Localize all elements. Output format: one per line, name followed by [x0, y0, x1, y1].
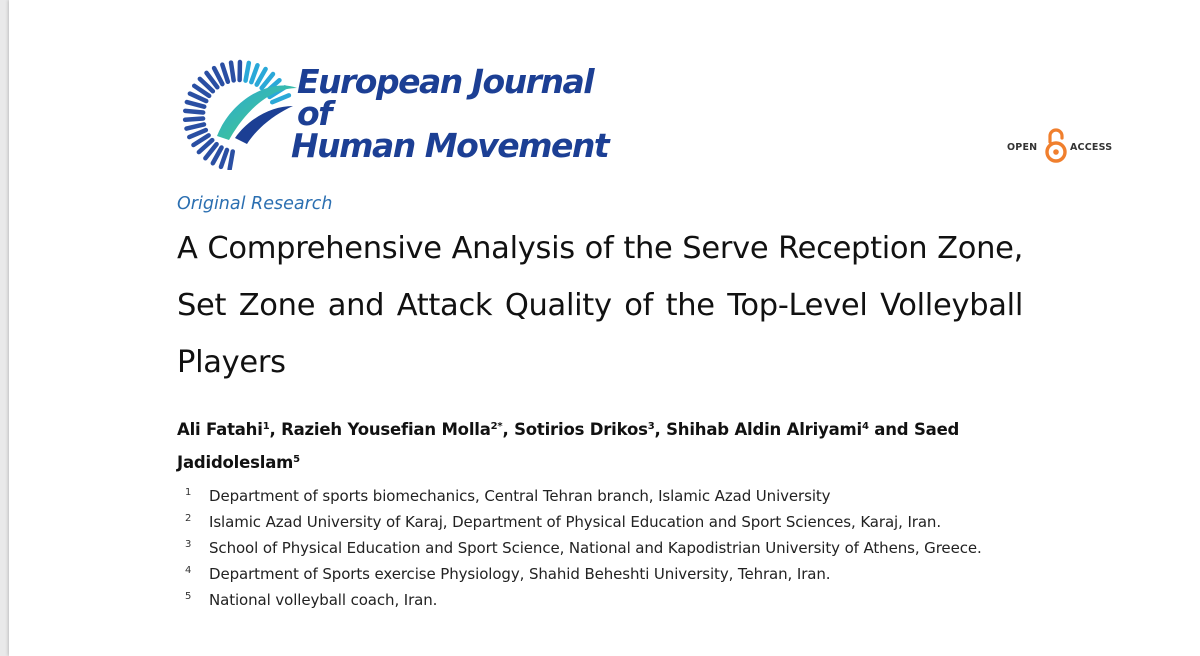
open-access-badge — [1007, 128, 1117, 168]
logo-ray — [231, 63, 234, 81]
logo-ray — [222, 65, 228, 82]
author-separator: , — [269, 420, 282, 439]
journal-title-line1: European Journal of — [297, 62, 594, 133]
affiliation-number: 4 — [185, 565, 192, 576]
author-affiliation-marker: 4 — [862, 421, 869, 432]
affiliation-number: 2 — [185, 513, 192, 524]
author-affiliation-marker: 2* — [490, 421, 503, 432]
journal-emblem-icon — [177, 58, 307, 170]
logo-ray — [186, 124, 204, 128]
logo-ray — [230, 151, 233, 169]
open-access-right-word: ACCESS — [1070, 142, 1113, 153]
affiliation-item — [185, 509, 1025, 535]
logo-ray — [246, 63, 249, 81]
affiliation-text: National volleyball coach, Iran. — [209, 591, 438, 609]
author-separator: , — [654, 420, 667, 439]
logo-ray — [187, 102, 204, 107]
author-name: Razieh Yousefian Molla — [281, 420, 491, 439]
author-name: Sotirios Drikos — [514, 420, 648, 439]
author-separator: and — [868, 420, 914, 439]
affiliation-number: 1 — [185, 487, 192, 498]
affiliation-number: 3 — [185, 539, 192, 550]
author-affiliation-marker: 1 — [262, 421, 270, 432]
author-name: Saed Jadidoleslam — [177, 420, 960, 472]
journal-title — [291, 62, 637, 165]
author-list — [177, 412, 1007, 478]
logo-ray — [272, 95, 289, 102]
logo-ray — [221, 150, 227, 167]
affiliation-item — [185, 587, 1025, 613]
affiliation-text: School of Physical Education and Sport Science, National and Kapodistrian University of Athens, Greece. — [209, 539, 982, 557]
logo-ray — [251, 65, 257, 82]
affiliation-item — [185, 561, 1025, 587]
open-access-left-word: OPEN — [1007, 142, 1038, 153]
journal-title-line2: Human Movement — [291, 126, 609, 165]
paper-page — [9, 0, 1200, 656]
author-separator: , — [502, 420, 515, 439]
journal-logo — [177, 58, 637, 170]
author-affiliation-marker: 3 — [647, 421, 655, 432]
author-affiliation-marker: 5 — [293, 454, 300, 465]
paper-title: A Comprehensive Analysis of the Serve Reception Zone, Set Zone and Attack Quality of the Top-Level Volleyball Players — [177, 231, 1023, 380]
affiliation-text: Islamic Azad University of Karaj, Department of Physical Education and Sport Sciences, Karaj, Iran. — [209, 513, 942, 531]
affiliation-item — [185, 483, 1025, 509]
affiliation-text: Department of sports biomechanics, Central Tehran branch, Islamic Azad University — [209, 487, 831, 505]
affiliation-item — [185, 535, 1025, 561]
author-name: Shihab Aldin Alriyami — [666, 420, 862, 439]
logo-ray — [185, 119, 203, 120]
open-access-lock-icon — [1045, 128, 1067, 164]
affiliation-number: 5 — [185, 591, 192, 602]
logo-ray — [185, 111, 203, 113]
affiliation-text: Department of Sports exercise Physiology, Shahid Beheshti University, Tehran, Iran. — [209, 565, 831, 583]
article-type: Original Research — [177, 194, 333, 214]
affiliation-list — [185, 483, 1025, 613]
author-name: Ali Fatahi — [177, 420, 263, 439]
